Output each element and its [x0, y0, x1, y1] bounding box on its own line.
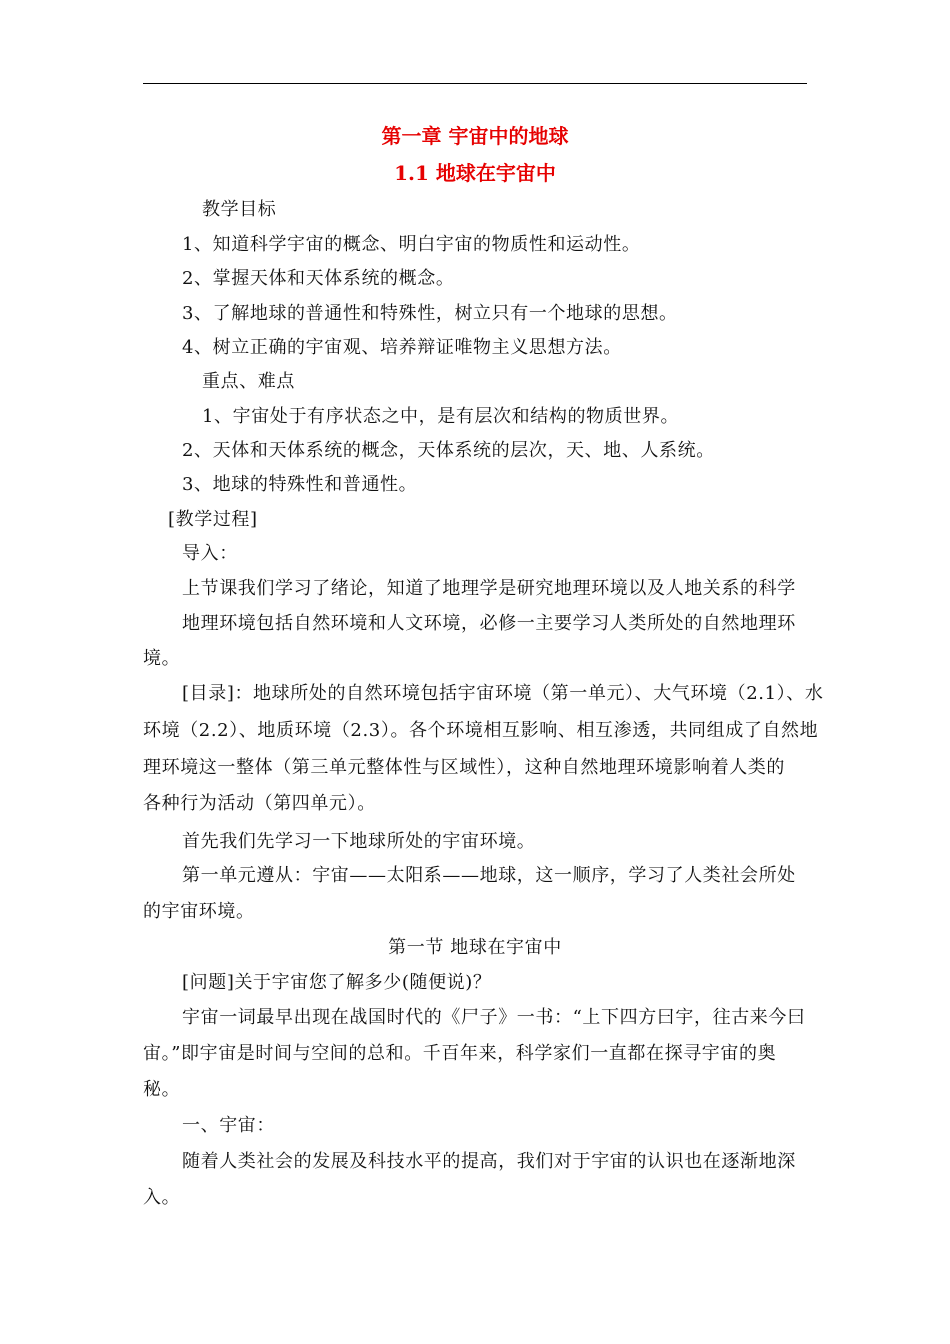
section-title: 1.1 地球在宇宙中 [394, 161, 556, 185]
objective-item: 1、知道科学宇宙的概念、明白宇宙的物质性和运动性。 [182, 234, 641, 255]
catalog-line: 环境（2.2）、地质环境（2.3）。各个环境相互影响、相互渗透，共同组成了自然地 [143, 720, 819, 741]
intro-label: 导入： [182, 543, 238, 564]
objective-item: 3、了解地球的普通性和特殊性，树立只有一个地球的思想。 [182, 303, 678, 324]
first-study-line: 首先我们先学习一下地球所处的宇宙环境。 [182, 831, 536, 852]
universe-line: 宙。”即宇宙是时间与空间的总和。千百年来，科学家们一直都在探寻宇宙的奥 [143, 1043, 777, 1064]
objective-item: 2、掌握天体和天体系统的概念。 [182, 268, 455, 289]
unit-line: 第一单元遵从：宇宙——太阳系——地球，这一顺序，学习了人类社会所处 [182, 865, 796, 886]
chapter-title: 第一章 宇宙中的地球 [381, 124, 569, 148]
final-line: 入。 [143, 1187, 181, 1208]
header-rule [143, 83, 807, 84]
objective-item: 4、树立正确的宇宙观、培养辩证唯物主义思想方法。 [182, 337, 622, 358]
final-line: 随着人类社会的发展及科技水平的提高，我们对于宇宙的认识也在逐渐地深 [182, 1151, 796, 1172]
catalog-line: [目录]：地球所处的自然环境包括宇宙环境（第一单元）、大气环境（2.1）、水 [182, 683, 824, 704]
universe-line: 秘。 [143, 1079, 181, 1100]
subsection-title: 第一节 地球在宇宙中 [388, 937, 562, 958]
intro-line: 境。 [143, 648, 181, 669]
catalog-line: 各种行为活动（第四单元）。 [143, 793, 376, 814]
question-line: [问题]关于宇宙您了解多少(随便说)？ [182, 972, 492, 993]
process-heading: [教学过程] [168, 509, 258, 530]
catalog-line: 理环境这一整体（第三单元整体性与区域性），这种自然地理环境影响着人类的 [143, 757, 785, 778]
unit-line: 的宇宙环境。 [143, 901, 255, 922]
key-point-item: 1、宇宙处于有序状态之中，是有层次和结构的物质世界。 [202, 406, 680, 427]
universe-line: 宇宙一词最早出现在战国时代的《尸子》一书：“上下四方曰宇，往古来今曰 [182, 1007, 806, 1028]
intro-line: 上节课我们学习了绪论，知道了地理学是研究地理环境以及人地关系的科学 [182, 578, 796, 599]
part-one-heading: 一、宇宙： [182, 1115, 275, 1136]
key-point-item: 3、地球的特殊性和普通性。 [182, 474, 418, 495]
objectives-heading: 教学目标 [202, 199, 277, 220]
key-points-heading: 重点、难点 [202, 371, 295, 392]
intro-line: 地理环境包括自然环境和人文环境，必修一主要学习人类所处的自然地理环 [182, 613, 796, 634]
key-point-item: 2、天体和天体系统的概念，天体系统的层次，天、地、人系统。 [182, 440, 715, 461]
